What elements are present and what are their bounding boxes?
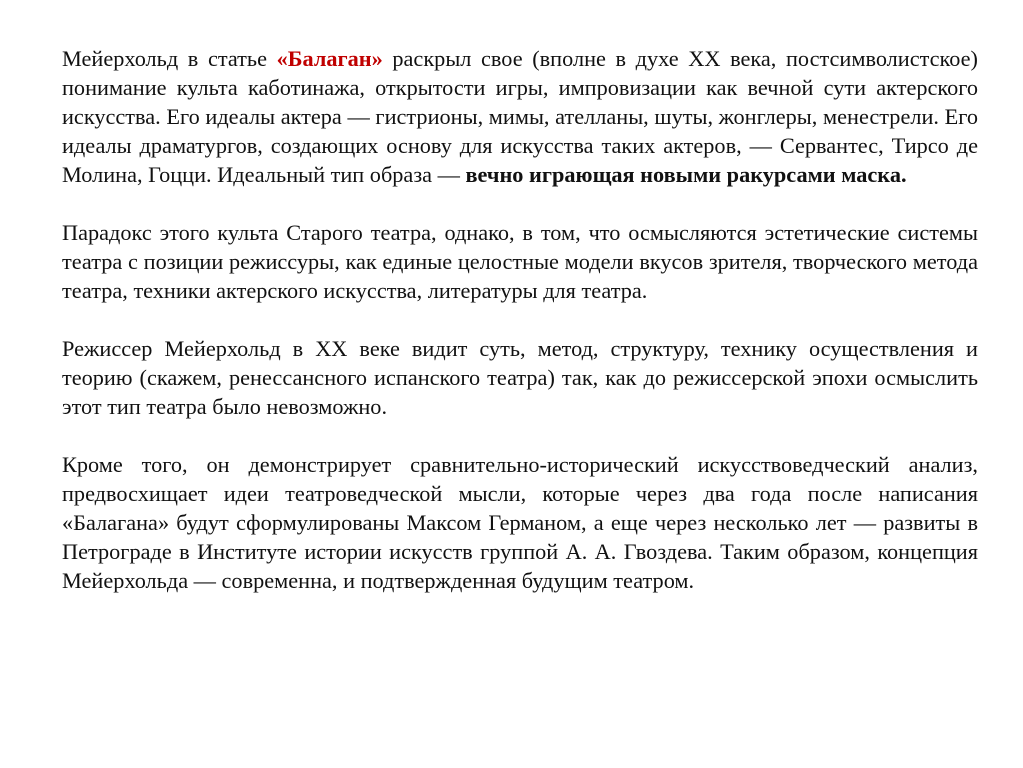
paragraph-director: Режиссер Мейерхольд в XX веке видит суть, метод, структуру, технику осуществления и теорию (скажем, ренессансного испанского театра) так, как до режиссерской эпохи осмыслить этот тип театра было невозможно.: [62, 336, 978, 419]
balagan-title-highlight: «Балаган»: [276, 46, 383, 71]
slide-body: [62, 44, 978, 624]
paragraph-paradox: Парадокс этого культа Старого театра, однако, в том, что осмысляются эстетические системы театра с позиции режиссуры, как единые целостные модели вкусов зрителя, творческого метода театра, техники актерского искусства, литературы для театра.: [62, 220, 978, 303]
paragraph-balagan: [62, 44, 978, 189]
mask-emphasis: вечно играющая новыми ракурсами маска.: [465, 162, 907, 187]
paragraph-1-text-start: Мейерхольд в статье: [62, 46, 277, 71]
paragraph-1-text-middle: раскрыл свое (вполне в духе XX века, постсимволистское) понимание культа каботинажа, открытости игры, импровизации как вечной сути актерского искусства. Его идеалы актера — гистрионы, мимы, ателланы, шуты, жонглеры, менестрели. Его идеалы драматургов, создающих основу для искусства таких актеров, — Сервантес, Тирсо де Молина, Гоцци. Идеальный тип образа —: [62, 46, 978, 187]
paragraph-analysis: Кроме того, он демонстрирует сравнительно-исторический искусствоведческий анализ, предвосхищает идеи театроведческой мысли, которые через два года после написания «Балагана» будут сформулированы Максом Германом, а еще через несколько лет — развиты в Петрограде в Институте истории искусств группой А. А. Гвоздева. Таким образом, концепция Мейерхольда — современна, и подтвержденная будущим театром.: [62, 452, 978, 593]
